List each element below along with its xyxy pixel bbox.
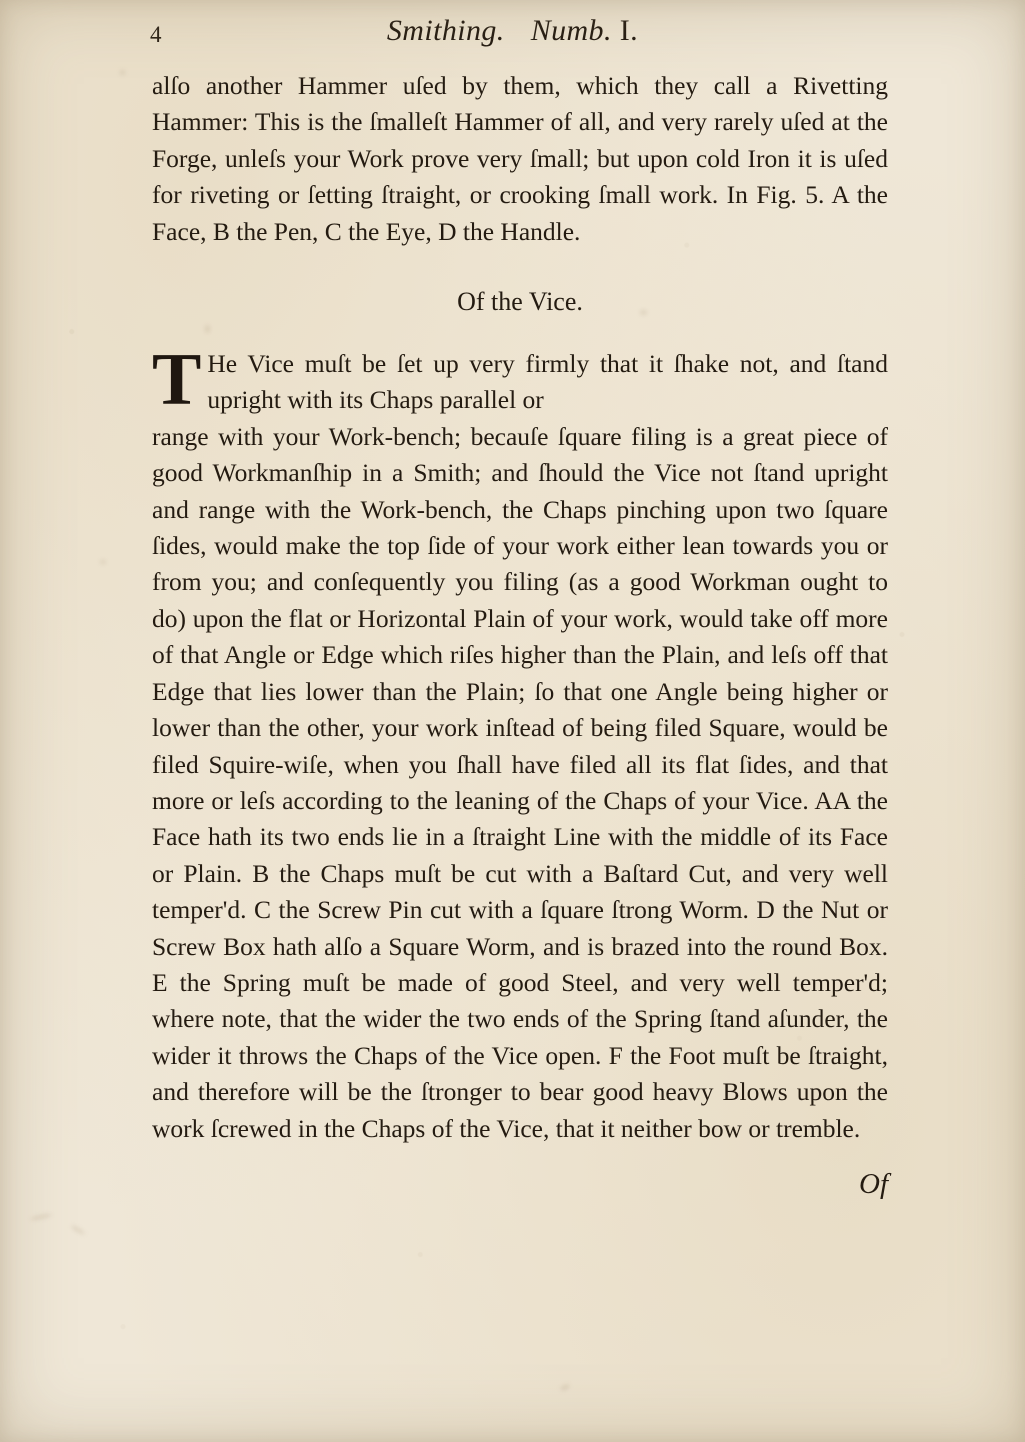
section-heading-of-the-vice: Of the Vice. <box>457 287 583 317</box>
page-header <box>0 14 1025 56</box>
paper-speck <box>559 1383 570 1392</box>
paper-speck <box>100 560 106 564</box>
paper-speck <box>120 70 125 75</box>
catchword: Of <box>859 1167 888 1200</box>
folio-number: 4 <box>150 22 162 47</box>
paragraph-vice-body: range with your Work-bench; becauſe ſquare filing is a great piece of good Workmanſhip in a Smith; and ſhould the Vice not ſtand upright and range with the Work-bench, the Chaps pinching upon two ſquare ſides, would make the top ſide of your work either lean towards you or from you; and conſequently you filing (as a good Workman ought to do) upon the flat or Horizontal Plain of your work, would take off more of that Angle or Edge which riſes higher than the Plain, and leſs off that Edge that lies lower than the Plain; ſo that one Angle being higher or lower than the other, your work inſtead of being filed Square, would be filed Squire-wiſe, when you ſhall have filed all its flat ſides, and that more or leſs according to the leaning of the Chaps of your Vice. AA the Face hath its two ends lie in a ſtraight Line with the middle of its Face or Plain. B the Chaps muſt be cut with a Baſtard Cut, and very well temper'd. C the Screw Pin cut with a ſquare ſtrong Worm. D the Nut or Screw Box hath alſo a Square Worm, and is brazed into the round Box. E the Spring muſt be made of good Steel, and very well temper'd; where note, that the wider the two ends of the Spring ſtand aſunder, the wider it throws the Chaps of the Vice open. F the Foot muſt be ſtraight, and therefore will be the ſtronger to bear good heavy Blows upon the work ſcrewed in the Chaps of the Vice, that it neither bow or tremble. <box>152 421 888 1143</box>
page-body <box>152 68 888 1200</box>
paragraph-hammer: alſo another Hammer uſed by them, which they call a Rivetting Hammer: This is the ſmalleſt Hammer of all, and very rarely uſed at the Forge, unleſs your Work prove very ſmall; but upon cold Iron it is uſed for riveting or ſetting ſtraight, or crooking ſmall work. In Fig. 5. A the Face, B the Pen, C the Eye, D the Handle. <box>152 71 888 246</box>
paragraph-vice <box>152 339 888 1200</box>
drop-cap: T <box>152 339 202 422</box>
paragraph-vice-opening: He Vice muſt be ſet up very firmly that it ſhake not, and ſtand upright with its Chaps parallel or <box>207 349 888 415</box>
running-head-number-label: Numb. <box>530 14 612 47</box>
running-head-number: I. <box>619 14 639 47</box>
running-head-title: Smithing. <box>386 14 505 47</box>
paper-speck <box>70 1224 86 1236</box>
paper-speck <box>30 1213 52 1221</box>
